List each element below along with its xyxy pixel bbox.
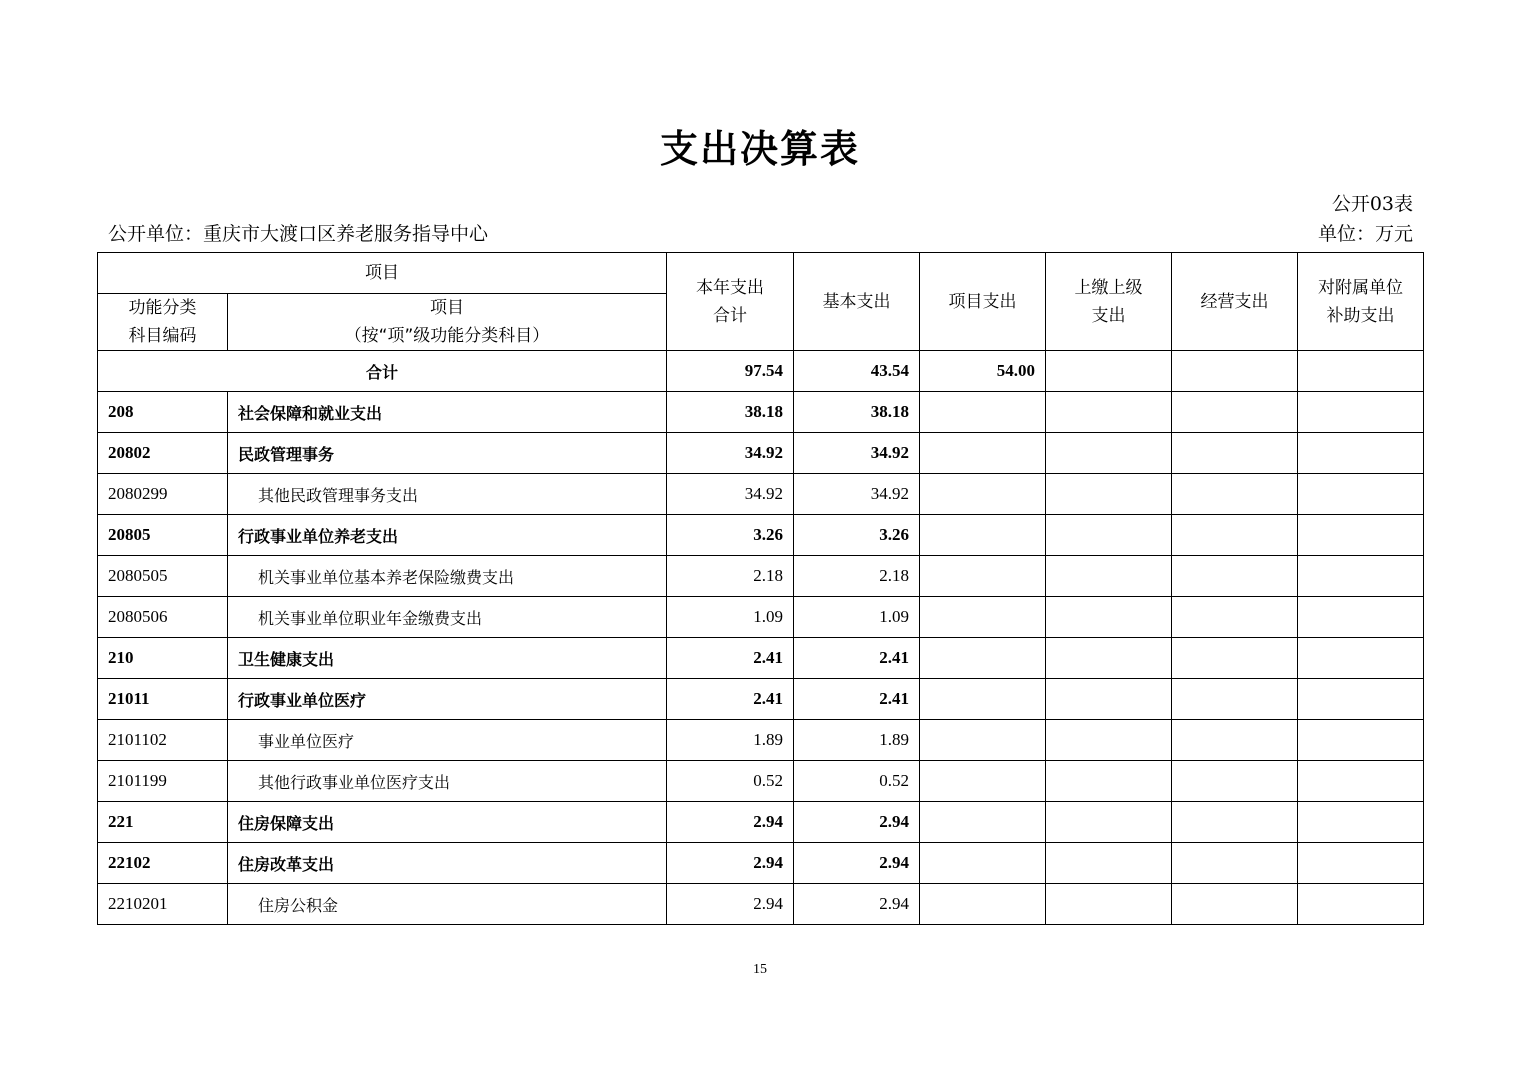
row-subsidy [1298,843,1424,884]
row-project [920,802,1046,843]
row-subsidy [1298,556,1424,597]
row-basic: 0.52 [794,761,920,802]
header-name-line1: 项目 [430,298,464,318]
row-code: 208 [98,392,228,433]
row-upper [1046,597,1172,638]
row-business [1172,433,1298,474]
row-business [1172,638,1298,679]
row-business [1172,515,1298,556]
row-name: 机关事业单位职业年金缴费支出 [228,597,667,638]
row-name: 住房改革支出 [228,843,667,884]
row-project [920,433,1046,474]
row-subsidy [1298,720,1424,761]
total-business [1172,351,1298,392]
row-project [920,474,1046,515]
row-total: 2.94 [667,843,794,884]
row-code: 2210201 [98,884,228,925]
row-name: 社会保障和就业支出 [228,392,667,433]
total-row [98,351,1424,392]
row-code: 20802 [98,433,228,474]
row-name: 事业单位医疗 [228,720,667,761]
row-business [1172,761,1298,802]
row-code: 2080299 [98,474,228,515]
row-subsidy [1298,597,1424,638]
row-business [1172,392,1298,433]
header-basic: 基本支出 [794,253,920,351]
row-business [1172,679,1298,720]
row-upper [1046,433,1172,474]
row-project [920,720,1046,761]
header-code [98,294,228,351]
row-basic: 3.26 [794,515,920,556]
table-row [98,884,1424,925]
row-name: 行政事业单位养老支出 [228,515,667,556]
header-subsidy [1298,253,1424,351]
header-item-group: 项目 [98,253,667,294]
header-code-line2: 科目编码 [128,326,197,346]
row-code: 2101199 [98,761,228,802]
row-project [920,638,1046,679]
row-upper [1046,556,1172,597]
row-basic: 2.94 [794,802,920,843]
table-row [98,556,1424,597]
header-subsidy-line1: 对附属单位 [1318,277,1403,298]
row-total: 1.09 [667,597,794,638]
header-business: 经营支出 [1172,253,1298,351]
row-name: 住房保障支出 [228,802,667,843]
row-total: 34.92 [667,474,794,515]
row-subsidy [1298,392,1424,433]
row-code: 221 [98,802,228,843]
row-subsidy [1298,515,1424,556]
row-basic: 2.18 [794,556,920,597]
row-total: 2.18 [667,556,794,597]
row-project [920,679,1046,720]
row-basic: 34.92 [794,433,920,474]
total-label: 合计 [98,351,667,392]
row-upper [1046,392,1172,433]
header-upper [1046,253,1172,351]
row-name: 其他行政事业单位医疗支出 [228,761,667,802]
header-name [228,294,667,351]
table-row [98,474,1424,515]
row-subsidy [1298,884,1424,925]
row-upper [1046,679,1172,720]
row-code: 2101102 [98,720,228,761]
row-name: 民政管理事务 [228,433,667,474]
row-project [920,515,1046,556]
row-code: 210 [98,638,228,679]
row-total: 2.94 [667,884,794,925]
row-business [1172,802,1298,843]
header-upper-line1: 上缴上级 [1074,277,1143,298]
row-basic: 2.94 [794,843,920,884]
row-subsidy [1298,433,1424,474]
row-code: 20805 [98,515,228,556]
row-subsidy [1298,679,1424,720]
row-subsidy [1298,638,1424,679]
table-row [98,679,1424,720]
page-number: 15 [753,962,767,977]
table-row [98,433,1424,474]
currency-unit: 单位：万元 [1317,223,1413,245]
row-business [1172,474,1298,515]
row-code: 22102 [98,843,228,884]
table-row [98,843,1424,884]
row-name: 行政事业单位医疗 [228,679,667,720]
row-project [920,761,1046,802]
total-sum: 97.54 [667,351,794,392]
header-total-line2: 合计 [713,305,747,326]
header-total [667,253,794,351]
row-total: 0.52 [667,761,794,802]
table-row [98,720,1424,761]
page-title: 支出决算表 [659,127,860,171]
total-upper [1046,351,1172,392]
header-subsidy-line2: 补助支出 [1326,305,1395,326]
row-upper [1046,761,1172,802]
row-project [920,597,1046,638]
table-row [98,597,1424,638]
row-upper [1046,474,1172,515]
row-name: 住房公积金 [228,884,667,925]
row-name: 卫生健康支出 [228,638,667,679]
row-project [920,843,1046,884]
table-row [98,392,1424,433]
row-subsidy [1298,761,1424,802]
row-code: 21011 [98,679,228,720]
row-name: 机关事业单位基本养老保险缴费支出 [228,556,667,597]
total-subsidy [1298,351,1424,392]
table-row [98,515,1424,556]
row-business [1172,720,1298,761]
row-upper [1046,720,1172,761]
row-basic: 1.09 [794,597,920,638]
row-total: 2.94 [667,802,794,843]
row-name: 其他民政管理事务支出 [228,474,667,515]
total-project: 54.00 [920,351,1046,392]
table-row [98,761,1424,802]
row-upper [1046,515,1172,556]
row-business [1172,843,1298,884]
row-business [1172,597,1298,638]
row-business [1172,884,1298,925]
row-total: 34.92 [667,433,794,474]
row-basic: 2.94 [794,884,920,925]
row-total: 38.18 [667,392,794,433]
row-total: 2.41 [667,679,794,720]
form-number: 公开03表 [1331,193,1413,215]
row-upper [1046,884,1172,925]
row-basic: 1.89 [794,720,920,761]
row-basic: 2.41 [794,638,920,679]
row-upper [1046,638,1172,679]
row-project [920,884,1046,925]
row-subsidy [1298,802,1424,843]
row-upper [1046,843,1172,884]
row-project [920,392,1046,433]
total-basic: 43.54 [794,351,920,392]
row-basic: 34.92 [794,474,920,515]
row-business [1172,556,1298,597]
header-name-line2: （按“项”级功能分类科目） [344,326,550,346]
row-upper [1046,802,1172,843]
row-basic: 38.18 [794,392,920,433]
row-code: 2080506 [98,597,228,638]
row-total: 1.89 [667,720,794,761]
header-code-line1: 功能分类 [128,298,197,318]
table-row [98,638,1424,679]
reporting-unit: 公开单位：重庆市大渡口区养老服务指导中心 [108,223,489,245]
row-total: 2.41 [667,638,794,679]
row-code: 2080505 [98,556,228,597]
table-row [98,802,1424,843]
header-project: 项目支出 [920,253,1046,351]
header-upper-line2: 支出 [1091,305,1126,326]
row-total: 3.26 [667,515,794,556]
row-basic: 2.41 [794,679,920,720]
row-project [920,556,1046,597]
expenditure-table [97,252,1424,925]
row-subsidy [1298,474,1424,515]
header-total-line1: 本年支出 [696,277,764,298]
